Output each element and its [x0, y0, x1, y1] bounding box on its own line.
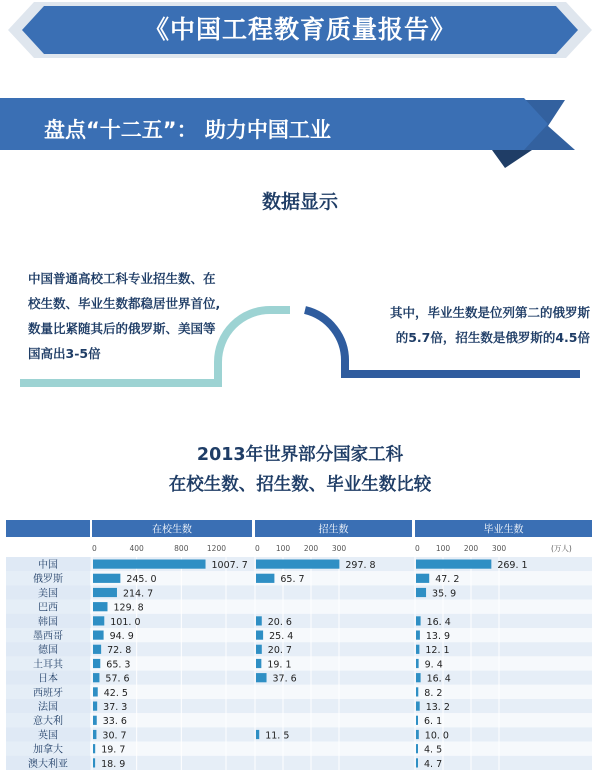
- chart-data-label: 19. 7: [101, 744, 126, 756]
- chart-data-label: 19. 1: [267, 659, 292, 671]
- chart-bar: [416, 702, 420, 711]
- right-summary-line: 其中，毕业生数是位列第二的俄罗斯: [389, 305, 590, 320]
- chart-data-label: 13. 2: [425, 702, 450, 713]
- chart-category-label: 加拿大: [33, 744, 63, 756]
- right-summary-line: 的5.7倍，招生数是俄罗斯的4.5倍: [395, 330, 590, 345]
- chart-title-line: 在校生数、招生数、毕业生数比较: [168, 475, 432, 495]
- chart-category-label: 澳大利亚: [28, 758, 68, 770]
- chart-data-label: 269. 1: [497, 560, 528, 571]
- chart-bar: [93, 659, 100, 668]
- banner-title: 《中国工程教育质量报告》: [143, 15, 456, 44]
- chart-data-label: 37. 6: [272, 673, 297, 685]
- chart-data-label: 6. 1: [424, 716, 443, 728]
- chart-title-line: 2013年世界部分国家工科: [196, 445, 404, 465]
- chart-bar: [416, 687, 418, 696]
- chart-tick-label: 0: [415, 544, 420, 553]
- chart-bar: [416, 645, 419, 654]
- chart-data-label: 9. 4: [424, 659, 443, 671]
- chart-data-label: 129. 8: [113, 602, 144, 614]
- chart-bar: [256, 673, 267, 682]
- chart-series-header: 毕业生数: [483, 524, 524, 536]
- chart-category-label: 法国: [38, 702, 58, 713]
- chart-bar: [93, 560, 206, 569]
- chart-data-label: 16. 4: [426, 673, 451, 685]
- chart-bar: [256, 645, 262, 654]
- chart-bar: [256, 574, 274, 583]
- chart-bar: [93, 702, 97, 711]
- chart-series-header: 招生数: [318, 524, 349, 536]
- chart-category-label: 美国: [38, 588, 58, 600]
- chart-data-label: 101. 0: [110, 616, 141, 628]
- chart-bar: [256, 616, 262, 625]
- chart-data-label: 10. 0: [424, 730, 449, 742]
- chart-tick-label: 0: [92, 544, 97, 553]
- chart-category-label: 英国: [38, 730, 58, 742]
- chart-data-label: 30. 7: [102, 730, 127, 742]
- chart-data-label: 57. 6: [105, 673, 130, 685]
- chart-bar: [416, 744, 418, 753]
- chart-data-label: 20. 7: [267, 645, 292, 657]
- chart-bar: [93, 574, 120, 583]
- chart-bar: [93, 588, 117, 597]
- left-summary-line: 校生数、毕业生数都稳居世界首位,: [28, 296, 221, 311]
- chart-category-label: 土耳其: [33, 659, 63, 671]
- chart-category-label: 西班牙: [33, 687, 63, 699]
- chart-data-label: 13. 9: [425, 631, 451, 642]
- left-summary-line: 数量比紧随其后的俄罗斯、美国等: [28, 321, 216, 336]
- chart-category-label: 日本: [38, 673, 58, 685]
- chart-data-label: 16. 4: [426, 616, 451, 628]
- chart-bar: [93, 631, 104, 640]
- chart-tick-label: 300: [491, 544, 507, 553]
- chart-data-label: 42. 5: [103, 687, 128, 699]
- chart-bar: [256, 730, 259, 739]
- chart-tick-label: 200: [463, 544, 479, 553]
- chart-header-corner: [6, 520, 90, 537]
- chart-data-label: 4. 5: [424, 744, 443, 756]
- chart-tick-label: 1200: [206, 544, 226, 553]
- chart-data-label: 33. 6: [102, 716, 127, 728]
- chart-category-label: 意大利: [33, 716, 63, 728]
- chart-bar: [416, 560, 491, 569]
- chart-bar: [416, 574, 429, 583]
- chart-data-label: 47. 2: [435, 574, 460, 586]
- chart-tick-label: 300: [331, 544, 347, 553]
- chart-data-label: 11. 5: [265, 730, 290, 742]
- chart-bar: [93, 744, 95, 753]
- chart-category-label: 俄罗斯: [33, 574, 63, 586]
- chart-data-label: 35. 9: [432, 588, 457, 600]
- chart-tick-label: 100: [435, 544, 451, 553]
- chart-data-label: 8. 2: [424, 687, 443, 699]
- chart-data-label: 214. 7: [122, 588, 154, 600]
- chart-data-label: 12. 1: [425, 645, 450, 657]
- section-title: 盘点“十二五”： 助力中国工业: [44, 118, 331, 142]
- chart-bar: [93, 673, 99, 682]
- chart-category-label: 中国: [38, 560, 58, 571]
- chart-bar: [93, 687, 98, 696]
- chart-bar: [93, 645, 101, 654]
- chart-bar: [416, 716, 418, 725]
- chart-data-label: 25. 4: [269, 631, 294, 642]
- chart-data-label: 1007. 7: [211, 560, 248, 571]
- chart-data-label: 18. 9: [101, 758, 126, 770]
- chart-bar: [93, 602, 107, 611]
- chart-data-label: 4. 7: [424, 758, 443, 770]
- left-summary-line: 国高出3-5倍: [28, 346, 101, 361]
- chart-data-label: 245. 0: [126, 574, 157, 586]
- chart-bar: [416, 616, 421, 625]
- chart-tick-label: 0: [255, 544, 260, 553]
- chart-data-label: 65. 3: [106, 659, 131, 671]
- chart-data-label: 65. 7: [280, 574, 305, 586]
- left-summary-line: 中国普通高校工科专业招生数、在: [28, 271, 216, 286]
- chart-bar: [416, 588, 426, 597]
- chart-bar: [256, 631, 263, 640]
- chart-bar: [416, 758, 418, 767]
- chart-tick-label: 800: [174, 544, 189, 553]
- chart-category-label: 巴西: [38, 602, 58, 614]
- chart-bar: [93, 730, 96, 739]
- chart-bar: [256, 659, 261, 668]
- chart-category-label: 韩国: [38, 616, 58, 628]
- chart-tick-label: 400: [129, 544, 144, 553]
- chart-bar: [416, 730, 419, 739]
- chart-category-label: 墨西哥: [33, 631, 63, 642]
- chart-bar: [256, 560, 339, 569]
- chart-data-label: 20. 6: [267, 616, 292, 628]
- chart-data-label: 72. 8: [107, 645, 132, 657]
- chart-bar: [93, 616, 104, 625]
- chart-data-label: 37. 3: [103, 702, 128, 713]
- chart-bar: [93, 716, 97, 725]
- chart-unit-label: (万人): [551, 544, 572, 553]
- chart-bar: [93, 758, 95, 767]
- chart-data-label: 297. 8: [345, 560, 376, 571]
- chart-data-label: 94. 9: [109, 631, 134, 642]
- chart-series-header: 在校生数: [152, 524, 192, 536]
- chart-tick-label: 100: [275, 544, 291, 553]
- chart-category-label: 德国: [38, 645, 58, 657]
- chart-bar: [416, 673, 421, 682]
- chart-tick-label: 200: [303, 544, 319, 553]
- data-display-heading: 数据显示: [261, 191, 338, 213]
- chart-bar: [416, 631, 420, 640]
- chart-bar: [416, 659, 419, 668]
